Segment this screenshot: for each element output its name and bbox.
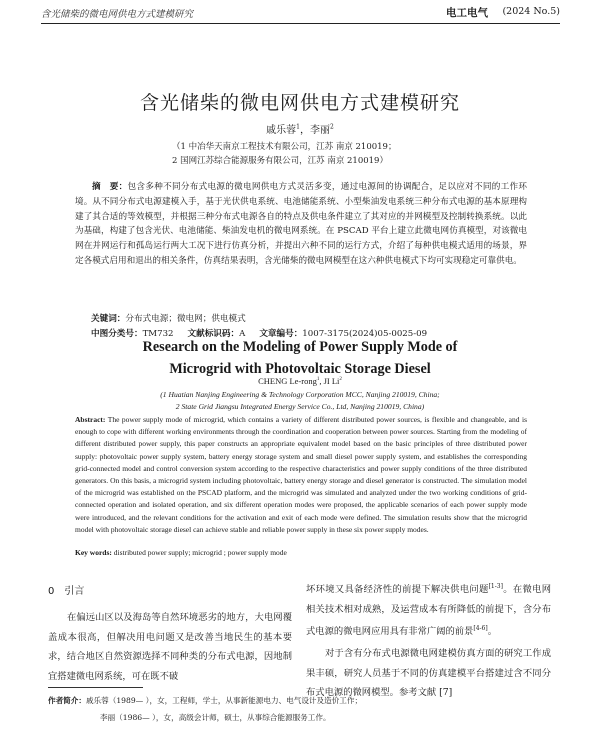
abstract-en (75, 414, 527, 536)
author-2-sup: 2 (330, 123, 334, 131)
page-header (0, 0, 600, 26)
keywords-cn-label: 关键词： (91, 314, 126, 324)
paper-title-en-line2: Microgrid with Photovoltaic Storage Diesel (169, 361, 431, 377)
author-1: 戚乐蓉 (266, 125, 297, 136)
journal-name: 电工电气 (446, 7, 488, 19)
abstract-en-text: The power supply mode of microgrid, which contains a variety of different distributed power sources, is flexible and changeable, and is enough to cope with different working environments through the coordination and cooperation between power sources. Starting from the modeling of different distributed power supply, this paper constructs an appropriate equivalent model based on the basic principles of three distributed power supply: photovoltaic power supply system, battery energy storage system and small diesel power supply system, and establishes the corresponding grid-connected model and control conversion system according to the respective characteristics and power supply conditions of the three distributed generators. On this basis, a microgrid system including photovoltaic, battery energy storage and diesel generator is constructed. The simulation model of the microgrid was established on the PSCAD platform, and the microgrid was simulated and analyzed under the two working conditions of grid-connected operation and isolated operation, and six different operation modes were proposed, the applicable scenarios of each power supply mode were introduced, and the relevant conditions for the activation and exit of each mode were defined. The simulation results show that the microgrid model with photovoltaic storage diesel can achieve stable and reliable power supply in these six power supply modes. (75, 415, 527, 534)
author-en-2-sup: 2 (339, 377, 342, 383)
body-paragraph-continued (306, 577, 551, 642)
body-paragraph: 对于含有分布式电源微电网建模仿真方面的研究工作成果丰硕，研究人员基于不同的仿真建模平台搭建过含不同分布式电源的微网模型。参考文献 [7] (306, 647, 551, 699)
section-title: 引言 (64, 586, 85, 597)
journal-issue: (2024 No.5) (502, 6, 560, 17)
body-column-right (306, 577, 551, 703)
body-text: 。在微电网相关技术相对成熟，及运营成本有所降低的前提下，含分布式电源的微电网应用具有非常广阔的前景 (306, 584, 551, 638)
footnote-label: 作者简介： (48, 696, 86, 705)
footnote-rule (48, 687, 143, 688)
paper-title-cn: 含光储柴的微电网供电方式建模研究 (139, 92, 460, 114)
doc-code-value: A (239, 329, 246, 339)
doc-code-label: 文献标识码： (187, 329, 240, 339)
keywords-cn (91, 312, 246, 324)
author-1-sup: 1 (296, 123, 300, 131)
body-text: 坏环境又具备经济性的前提下解决供电问题 (306, 584, 489, 596)
author-separator: ， (300, 125, 310, 136)
author-en-1-sup: 1 (316, 377, 320, 383)
author-en-separator: , (319, 376, 324, 386)
affiliation-cn-2: 2 国网江苏综合能源服务有限公司，江苏 南京 210019） (172, 156, 388, 166)
article-no-value: 1007-3175(2024)05-0025-09 (302, 329, 428, 339)
keywords-en (75, 548, 287, 557)
authors-cn (0, 121, 600, 136)
section-number: 0 (48, 586, 55, 597)
abstract-cn (75, 180, 527, 269)
abstract-cn-text: 包含多种不同分布式电源的微电网供电方式灵活多变，通过电源间的协调配合，足以应对不同的工作环境。从不同分布式电源建模入手，基于光伏供电系统、电池储能系统、小型柴油发电系统三种分布式电源的基本原理构建了其合适的等效模型，并根据三种分布式电源各自的特点及供电条件建立了其对应的并网模型及控制转换系统。以此为基础，构建了包含光伏、电池储能、柴油发电机的微电网系统。在 PSCAD 平台上建立此微电网仿真模型，对该微电网在并网运行和孤岛运行两大工况下进行仿真分析，并提出六种不同的运行方式，介绍了每种供电模式适用的场景，界定各模式启用和退出的相关条件，仿真结果表明，含光储柴的微电网模型在这六种供电模式下均可实现稳定可靠供电。 (75, 182, 527, 266)
body-text: 。 (487, 626, 498, 638)
keywords-en-text: distributed power supply; microgrid ; power supply mode (111, 548, 287, 557)
affiliation-en-1: (1 Huatian Nanjing Engineering & Technology Corporation MCC, Nanjing 210019, China; (160, 390, 440, 399)
affiliation-en-2: 2 State Grid Jiangsu Integrated Energy Service Co., Ltd, Nanjing 210019, China) (175, 402, 425, 411)
body-column-left: 在偏远山区以及海岛等自然环境恶劣的地方，大电网覆盖成本很高，但解决用电问题又是改善当地民生的基本要求，结合地区自然资源选择不同种类的分布式电源，因地制宜搭建微电网系统，可在既不破 (48, 612, 292, 682)
header-rule (41, 23, 560, 24)
footnote-author-1 (48, 695, 362, 706)
affiliation-cn-1: （1 中冶华天南京工程技术有限公司，江苏 南京 210019； (172, 142, 397, 152)
keywords-cn-text: 分布式电源；微电网；供电模式 (125, 314, 246, 324)
article-no-label: 文章编号： (259, 329, 303, 339)
author-2: 李丽 (310, 125, 330, 136)
clc-value: TM732 (142, 329, 174, 339)
running-title: 含光储柴的微电网供电方式建模研究 (41, 9, 194, 20)
citation: [1-3] (488, 583, 503, 590)
citation: [4-6] (473, 625, 488, 633)
section-heading (48, 582, 84, 597)
paper-title-en-line1: Research on the Modeling of Power Supply Mode of (142, 339, 458, 355)
author-en-2: JI Li (323, 376, 340, 386)
authors-en (0, 376, 600, 386)
footnote-line-1: 戚乐蓉（1989— ），女，工程师，学士，从事新能源电力、电气设计及造价工作； (85, 696, 363, 705)
footnote-author-2: 李丽（1986— ），女，高级会计师，硕士，从事综合能源服务工作。 (100, 713, 331, 722)
keywords-en-label: Key words: (75, 548, 112, 557)
clc-label: 中图分类号： (91, 329, 143, 339)
abstract-en-label: Abstract: (75, 415, 106, 424)
abstract-cn-label: 摘 要： (92, 182, 128, 192)
author-en-1: CHENG Le-rong (258, 376, 317, 386)
